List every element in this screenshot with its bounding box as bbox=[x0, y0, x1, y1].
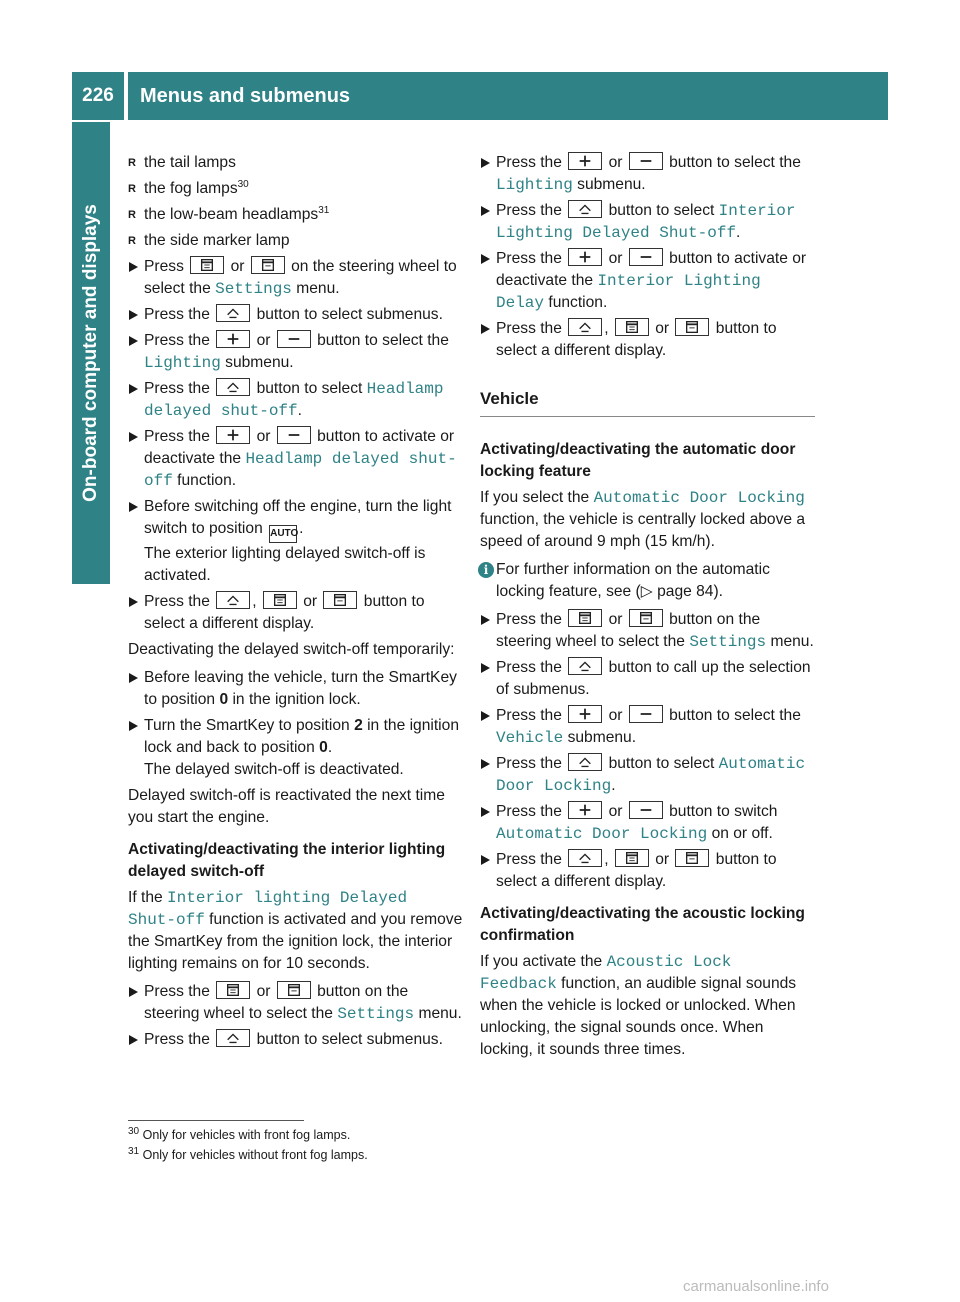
footnotes bbox=[128, 1120, 368, 1165]
step: Turn the SmartKey to position 2 in the ignition lock and back to position 0. The delayed switch-off is deactivated. bbox=[128, 715, 463, 781]
menu-next-icon bbox=[263, 591, 297, 609]
step: Press the button to select submenus. bbox=[128, 304, 463, 326]
step: Press the button to call up the selection of submenus. bbox=[480, 657, 815, 701]
paragraph: If you activate the Acoustic Lock Feedback function, an audible signal sounds when the vehicle is locked or unlocked. When unlocking, the signal sounds once. When locking, it sounds three times. bbox=[480, 953, 797, 1058]
step: Press the or button to activate or deactivate the Headlamp delayed shut-off function. bbox=[128, 426, 463, 492]
menu-prev-icon bbox=[675, 849, 709, 867]
step: Press the , or button to select a different display. bbox=[480, 849, 815, 893]
paragraph: If the Interior lighting Delayed Shut-off function is activated and you remove the SmartKey from the ignition lock, the interior lighting remains on for 10 seconds. bbox=[128, 889, 463, 972]
list-item: R the fog lamps$^{30}$ bbox=[128, 178, 463, 200]
step: Before switching off the engine, turn the light switch to position AUTO. The exterior lighting delayed switch-off is activated. bbox=[128, 496, 463, 587]
step: Press or on the steering wheel to select the Settings menu. bbox=[128, 256, 463, 300]
step: Press the , or button to select a different display. bbox=[480, 318, 815, 362]
chevron-updown-icon bbox=[568, 200, 602, 218]
plus-icon bbox=[216, 426, 250, 444]
menu-next-icon bbox=[190, 256, 224, 274]
chevron-updown-icon bbox=[216, 1029, 250, 1047]
info-note: i For further information on the automatic locking feature, see (▷ page 84). bbox=[480, 559, 815, 603]
step: Press the or button to switch Automatic Door Locking on or off. bbox=[480, 801, 815, 845]
right-column bbox=[480, 152, 815, 1067]
chevron-updown-icon bbox=[216, 378, 250, 396]
step: Press the or button on the steering wheel to select the Settings menu. bbox=[128, 981, 463, 1025]
plus-icon bbox=[216, 330, 250, 348]
step: Press the or button to select the Vehicle submenu. bbox=[480, 705, 815, 749]
menu-next-icon bbox=[615, 318, 649, 336]
list-item: R the tail lamps bbox=[128, 152, 463, 174]
side-tab-label: On-board computer and displays bbox=[80, 204, 101, 502]
step: Press the or button to activate or deactivate the Interior Lighting Delay function. bbox=[480, 248, 815, 314]
step: Before leaving the vehicle, turn the SmartKey to position 0 in the ignition lock. bbox=[128, 667, 463, 711]
menu-next-icon bbox=[568, 609, 602, 627]
page-title: Menus and submenus bbox=[128, 72, 888, 120]
menu-prev-icon bbox=[323, 591, 357, 609]
subheading: Activating/deactivating the automatic door locking feature bbox=[480, 441, 796, 480]
minus-icon bbox=[629, 705, 663, 723]
chevron-updown-icon bbox=[568, 318, 602, 336]
chevron-updown-icon bbox=[216, 591, 250, 609]
page-number: 226 bbox=[72, 72, 124, 120]
step: Press the , or button to select a different display. bbox=[128, 591, 463, 635]
menu-prev-icon bbox=[675, 318, 709, 336]
menu-next-icon bbox=[615, 849, 649, 867]
chevron-updown-icon bbox=[568, 753, 602, 771]
plus-icon bbox=[568, 705, 602, 723]
plus-icon bbox=[568, 248, 602, 266]
chevron-updown-icon bbox=[568, 657, 602, 675]
step: Press the or button to select the Lighting submenu. bbox=[128, 330, 463, 374]
watermark: carmanualsonline.info bbox=[683, 1278, 829, 1295]
paragraph: Delayed switch-off is reactivated the next time you start the engine. bbox=[128, 787, 445, 826]
menu-prev-icon bbox=[629, 609, 663, 627]
section-heading: Vehicle bbox=[480, 388, 815, 417]
step: Press the button to select Interior Lighting Delayed Shut-off. bbox=[480, 200, 815, 244]
chevron-updown-icon bbox=[568, 849, 602, 867]
left-column bbox=[128, 152, 463, 1055]
footnote: $^{30}$ Only for vehicles with front fog lamps. bbox=[128, 1125, 351, 1142]
minus-icon bbox=[277, 330, 311, 348]
footnote-rule bbox=[128, 1120, 304, 1121]
minus-icon bbox=[629, 152, 663, 170]
paragraph: If you select the Automatic Door Locking function, the vehicle is centrally locked above a speed of around 9 mph (15 km/h). bbox=[480, 489, 806, 550]
menu-prev-icon bbox=[277, 981, 311, 999]
list-item: R the side marker lamp bbox=[128, 230, 463, 252]
list-item: R the low-beam headlamps$^{31}$ bbox=[128, 204, 463, 226]
subheading: Activating/deactivating the acoustic locking confirmation bbox=[480, 905, 805, 944]
step: Press the or button on the steering wheel to select the Settings menu. bbox=[480, 609, 815, 653]
auto-icon: AUTO bbox=[269, 525, 297, 543]
menu-next-icon bbox=[216, 981, 250, 999]
plus-icon bbox=[568, 152, 602, 170]
step: Press the button to select submenus. bbox=[128, 1029, 463, 1051]
footnote: $^{31}$ Only for vehicles without front fog lamps. bbox=[128, 1145, 368, 1162]
chevron-updown-icon bbox=[216, 304, 250, 322]
step: Press the button to select Headlamp delayed shut-off. bbox=[128, 378, 463, 422]
minus-icon bbox=[629, 801, 663, 819]
menu-prev-icon bbox=[251, 256, 285, 274]
minus-icon bbox=[629, 248, 663, 266]
step: Press the or button to select the Lighting submenu. bbox=[480, 152, 815, 196]
minus-icon bbox=[277, 426, 311, 444]
subheading: Activating/deactivating the interior lighting delayed switch-off bbox=[128, 841, 446, 880]
paragraph: Deactivating the delayed switch-off temporarily: bbox=[128, 641, 455, 658]
info-icon: i bbox=[478, 562, 494, 578]
plus-icon bbox=[568, 801, 602, 819]
step: Press the button to select Automatic Door Locking. bbox=[480, 753, 815, 797]
